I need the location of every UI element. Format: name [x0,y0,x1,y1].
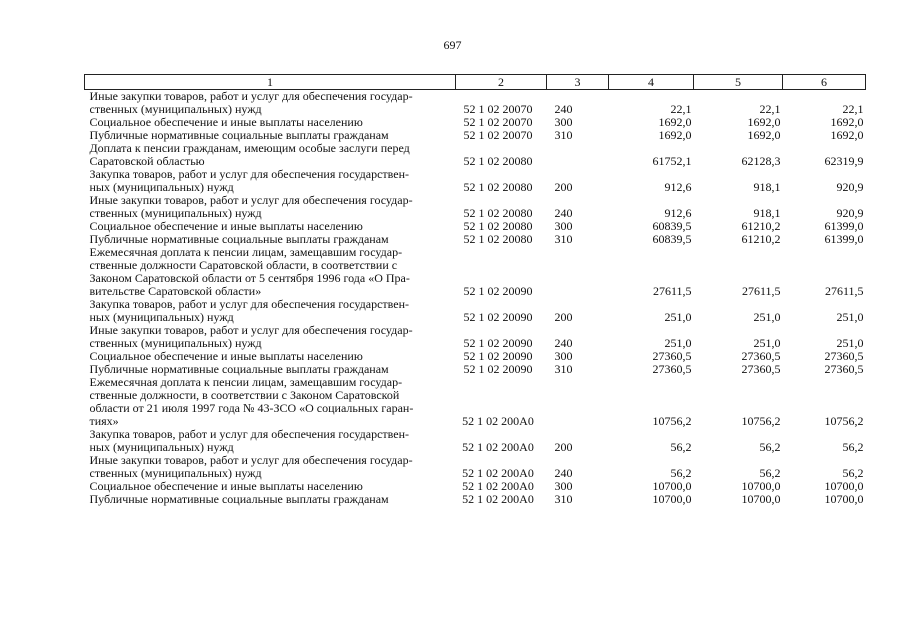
row-value-col6: 27611,5 [824,284,864,298]
row-kind-code [547,376,609,428]
row-name: Закупка товаров, работ и услуг для обеспечения государствен- ных (муниципальных) нужд [89,167,410,194]
row-kind-code: 200 [554,310,573,324]
row-value-col6: 61399,0 [824,219,864,233]
row-value-col6: 27360,5 [824,349,864,363]
row-name: Публичные нормативные социальные выплаты гражданам [89,232,389,246]
row-value-col6: 251,0 [836,310,864,324]
row-code: 52 1 02 20080 [463,180,533,194]
row-kind-code: 310 [554,128,573,142]
row-name: Социальное обеспечение и иные выплаты населению [89,115,363,129]
row-value-col5: 61210,2 [741,219,781,233]
row-kind-code: 300 [554,479,573,493]
column-header-2: 2 [456,75,547,90]
row-value-col6: 1692,0 [830,128,864,142]
row-code: 52 1 02 20090 [463,310,533,324]
row-name: Публичные нормативные социальные выплаты гражданам [89,362,389,376]
row-value-col5: 251,0 [753,310,781,324]
row-value-col6: 10700,0 [824,492,864,506]
row-value-col6: 56,2 [842,440,864,454]
row-kind-code: 240 [554,102,573,116]
row-value-col4: 10756,2 [652,414,692,428]
row-code: 52 1 02 200A0 [462,466,534,480]
row-value-col5: 22,1 [759,102,781,116]
row-value-col5: 1692,0 [747,115,781,129]
row-value-col5: 61210,2 [741,232,781,246]
row-value-col6: 251,0 [836,336,864,350]
row-code: 52 1 02 20090 [463,349,533,363]
row-kind-code: 240 [554,466,573,480]
row-value-col5: 251,0 [753,336,781,350]
row-value-col4: 22,1 [670,102,692,116]
row-code: 52 1 02 20090 [463,362,533,376]
table-header-row [85,75,866,90]
table-row [85,428,866,454]
row-code: 52 1 02 20080 [463,154,533,168]
row-code: 52 1 02 20080 [463,219,533,233]
row-code: 52 1 02 20090 [463,284,533,298]
table-row [85,90,866,117]
row-kind-code: 240 [554,206,573,220]
row-name: Ежемесячная доплата к пенсии лицам, замещавшим государ- ственные должности, в соответствии с Законом Саратовской области от 21 июля 1997 года № 43-ЗСО «О социальных гаран- тиях» [89,375,414,428]
table-row [85,324,866,350]
row-code: 52 1 02 20090 [463,336,533,350]
table-row [85,376,866,428]
budget-table [84,74,866,506]
row-value-col4: 912,6 [664,206,692,220]
row-value-col5: 918,1 [753,180,781,194]
row-kind-code: 300 [554,115,573,129]
row-code: 52 1 02 200A0 [462,479,534,493]
row-value-col5: 56,2 [759,440,781,454]
row-name: Социальное обеспечение и иные выплаты населению [89,219,363,233]
column-header-4: 4 [609,75,694,90]
row-value-col5: 918,1 [753,206,781,220]
row-value-col6: 27360,5 [824,362,864,376]
table-row [85,298,866,324]
row-kind-code: 300 [554,349,573,363]
table-row [85,142,866,168]
row-value-col4: 1692,0 [658,128,692,142]
row-value-col5: 10700,0 [741,479,781,493]
row-value-col5: 10756,2 [741,414,781,428]
table-row [85,168,866,194]
row-name: Иные закупки товаров, работ и услуг для обеспечения государ- ственных (муниципальных) нужд [89,193,413,220]
row-code: 52 1 02 200A0 [462,440,534,454]
row-value-col5: 10700,0 [741,492,781,506]
row-value-col4: 912,6 [664,180,692,194]
row-code: 52 1 02 20070 [463,115,533,129]
row-value-col6: 10756,2 [824,414,864,428]
row-value-col5: 62128,3 [741,154,781,168]
row-value-col4: 60839,5 [652,232,692,246]
row-value-col4: 27360,5 [652,362,692,376]
row-name: Публичные нормативные социальные выплаты гражданам [89,492,389,506]
row-value-col4: 27611,5 [652,284,692,298]
row-name: Закупка товаров, работ и услуг для обеспечения государствен- ных (муниципальных) нужд [89,427,410,454]
row-value-col4: 27360,5 [652,349,692,363]
row-value-col4: 251,0 [664,336,692,350]
table-row [85,246,866,298]
row-value-col6: 1692,0 [830,115,864,129]
row-name: Иные закупки товаров, работ и услуг для обеспечения государ- ственных (муниципальных) нужд [89,323,413,350]
column-header-6: 6 [783,75,866,90]
column-header-5: 5 [694,75,783,90]
row-value-col5: 56,2 [759,466,781,480]
row-name: Иные закупки товаров, работ и услуг для обеспечения государ- ственных (муниципальных) нужд [89,89,413,116]
row-kind-code: 240 [554,336,573,350]
row-value-col4: 1692,0 [658,115,692,129]
row-code: 52 1 02 200A0 [462,414,534,428]
row-value-col6: 920,9 [836,180,864,194]
row-value-col4: 56,2 [670,440,692,454]
column-header-3: 3 [547,75,609,90]
row-value-col4: 251,0 [664,310,692,324]
row-code: 52 1 02 20080 [463,232,533,246]
row-name: Ежемесячная доплата к пенсии лицам, замещавшим государ- ственные должности Саратовской области, в соответствии с Законом Саратовской области от 5 сентября 1996 года «О Пра- вительстве Саратовской области» [89,245,410,298]
column-header-1: 1 [85,75,456,90]
row-value-col5: 27611,5 [741,284,781,298]
row-code: 52 1 02 20080 [463,206,533,220]
row-name: Доплата к пенсии гражданам, имеющим особые заслуги перед Саратовской областью [89,141,410,168]
row-kind-code: 300 [554,219,573,233]
row-kind-code: 200 [554,180,573,194]
row-kind-code: 200 [554,440,573,454]
row-name: Публичные нормативные социальные выплаты гражданам [89,128,389,142]
row-kind-code: 310 [554,492,573,506]
table-row [85,493,866,506]
row-name: Закупка товаров, работ и услуг для обеспечения государствен- ных (муниципальных) нужд [89,297,410,324]
row-name: Социальное обеспечение и иные выплаты населению [89,479,363,493]
row-kind-code: 310 [554,232,573,246]
row-value-col6: 56,2 [842,466,864,480]
row-code: 52 1 02 20070 [463,128,533,142]
table-row [85,194,866,220]
table-row [85,454,866,480]
row-value-col4: 61752,1 [652,154,692,168]
row-value-col4: 60839,5 [652,219,692,233]
row-value-col5: 27360,5 [741,349,781,363]
row-value-col5: 27360,5 [741,362,781,376]
row-value-col4: 56,2 [670,466,692,480]
row-name: Социальное обеспечение и иные выплаты населению [89,349,363,363]
row-value-col6: 22,1 [842,102,864,116]
row-value-col6: 62319,9 [824,154,864,168]
row-code: 52 1 02 20070 [463,102,533,116]
row-kind-code [547,142,609,168]
row-kind-code: 310 [554,362,573,376]
row-value-col4: 10700,0 [652,479,692,493]
row-kind-code [547,246,609,298]
row-value-col6: 61399,0 [824,232,864,246]
row-value-col4: 10700,0 [652,492,692,506]
row-code: 52 1 02 200A0 [462,492,534,506]
row-value-col5: 1692,0 [747,128,781,142]
row-value-col6: 10700,0 [824,479,864,493]
row-name: Иные закупки товаров, работ и услуг для обеспечения государ- ственных (муниципальных) нужд [89,453,413,480]
row-value-col6: 920,9 [836,206,864,220]
page-number: 697 [443,38,462,52]
